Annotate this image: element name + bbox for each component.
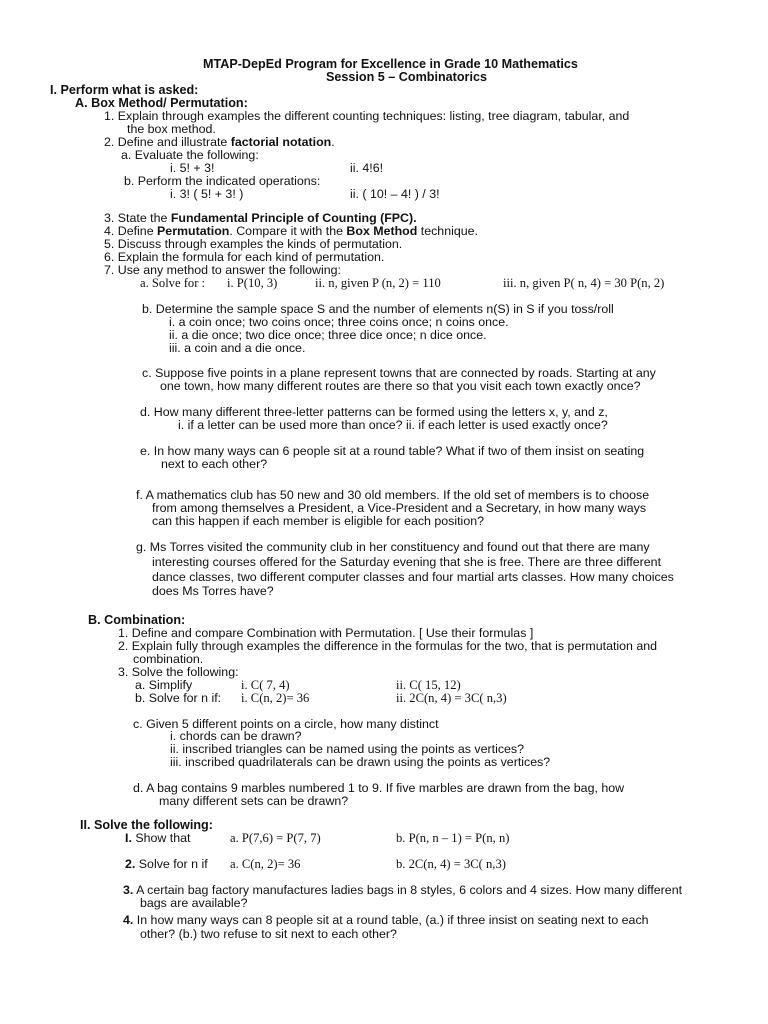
p2-q4-line2: other? (b.) two refuse to sit next to each other? [140,927,397,941]
a-q7b-iii: iii. a coin and a die once. [169,341,306,355]
a-q6: 6. Explain the formula for each kind of permutation. [104,250,385,264]
part1-heading: I. Perform what is asked: [50,83,199,97]
a-q7: 7. Use any method to answer the following: [104,263,341,277]
a-q7g-line4: does Ms Torres have? [152,584,274,598]
b-q3c-i: i. chords can be drawn? [170,729,302,743]
b-q3d-line1: d. A bag contains 9 marbles numbered 1 to 9. If five marbles are drawn from the bag, how [133,781,625,795]
a-q4: 4. Define Permutation. Compare it with the Box Method technique. [104,224,478,238]
p2-q2-a: a. C(n, 2)= 36 [230,857,301,871]
a-q7g-line3: dance classes, two different computer classes and four martial arts classes. How many choices [152,570,674,584]
a-q1-line2: the box method. [127,122,216,136]
a-q7e-line2: next to each other? [161,457,268,471]
p2-q2: 2. Solve for n if [125,857,208,871]
a-q7f-line3: can this happen if each member is eligible for each position? [152,514,484,528]
b-q3a-label: a. Simplify [135,678,193,692]
a-q2a-i: i. 5! + 3! [170,161,215,175]
a-q7e-line1: e. In how many ways can 6 people sit at a round table? What if two of them insist on seating [140,444,645,458]
a-q2b-i: i. 3! ( 5! + 3! ) [170,187,244,201]
p2-q2-b: b. 2C(n, 4) = 3C( n,3) [396,857,506,871]
b-q3c: c. Given 5 different points on a circle, how many distinct [133,717,439,731]
session-title: Session 5 – Combinatorics [326,70,487,84]
a-q7b-i: i. a coin once; two coins once; three coins once; n coins once. [169,315,509,329]
b-q3b-label: b. Solve for n if: [135,691,222,705]
a-q2: 2. Define and illustrate factorial notation. [104,135,335,149]
b-q3a-ii: ii. C( 15, 12) [396,678,461,692]
a-q1-line1: 1. Explain through examples the different counting techniques: listing, tree diagram, tabular, and [104,109,630,123]
a-q2a-ii: ii. 4!6! [350,161,384,175]
b-q3c-ii: ii. inscribed triangles can be named using the points as vertices? [170,742,525,756]
section-b-heading: B. Combination: [88,613,186,627]
a-q7d-line1: d. How many different three-letter patterns can be formed using the letters x, y, and z, [140,405,608,419]
section-a-heading: A. Box Method/ Permutation: [75,96,248,110]
part2-heading: II. Solve the following: [80,818,213,832]
a-q7f-line2: from among themselves a President, a Vice-President and a Secretary, in how many ways [152,501,647,515]
b-q3c-iii: iii. inscribed quadrilaterals can be drawn using the points as vertices? [170,755,551,769]
b-q2-line2: combination. [133,652,204,666]
a-q7c-line2: one town, how many different routes are there so that you visit each town exactly once? [160,379,641,393]
a-q7d-line2: i. if a letter can be used more than once? ii. if each letter is used exactly once? [178,418,608,432]
worksheet-title: MTAP-DepEd Program for Excellence in Grade 10 Mathematics [203,57,578,71]
a-q5: 5. Discuss through examples the kinds of permutation. [104,237,403,251]
p2-q1: I. Show that [125,831,191,845]
a-q7a-ii: ii. n, given P (n, 2) = 110 [315,276,441,290]
a-q2b: b. Perform the indicated operations: [124,174,321,188]
b-q3a-i: i. C( 7, 4) [241,678,290,692]
b-q2-line1: 2. Explain fully through examples the difference in the formulas for the two, that is permutation and [118,639,658,653]
b-q3: 3. Solve the following: [118,665,239,679]
a-q7b-ii: ii. a die once; two dice once; three dice once; n dice once. [169,328,487,342]
a-q7a-label: a. Solve for : [140,276,206,290]
a-q2a: a. Evaluate the following: [121,148,259,162]
a-q7g-line1: g. Ms Torres visited the community club in her constituency and found out that there are many [136,540,650,554]
a-q7a-iii: iii. n, given P( n, 4) = 30 P(n, 2) [503,276,665,290]
a-q7f-line1: f. A mathematics club has 50 new and 30 old members. If the old set of members is to choose [136,488,650,502]
b-q3b-i: i. C(n, 2)= 36 [241,691,310,705]
b-q3d-line2: many different sets can be drawn? [159,794,349,808]
p2-q3-line2: bags are available? [140,896,248,910]
a-q7a-i: i. P(10, 3) [227,276,278,290]
p2-q1-b: b. P(n, n – 1) = P(n, n) [396,831,510,845]
a-q7c-line1: c. Suppose five points in a plane represent towns that are connected by roads. Starting at any [142,366,656,380]
p2-q4-line1: 4. In how many ways can 8 people sit at a round table, (a.) if three insist on seating next to each [123,913,649,927]
p2-q3-line1: 3. A certain bag factory manufactures ladies bags in 8 styles, 6 colors and 4 sizes. How many different [123,883,683,897]
a-q7b: b. Determine the sample space S and the number of elements n(S) in S if you toss/roll [142,302,614,316]
a-q3: 3. State the Fundamental Principle of Counting (FPC). [104,211,417,225]
b-q3b-ii: ii. 2C(n, 4) = 3C( n,3) [396,691,507,705]
p2-q1-a: a. P(7,6) = P(7, 7) [230,831,321,845]
a-q2b-ii: ii. ( 10! – 4! ) / 3! [350,187,440,201]
b-q1: 1. Define and compare Combination with Permutation. [ Use their formulas ] [118,626,534,640]
a-q7g-line2: interesting courses offered for the Saturday evening that she is free. There are three different [152,555,662,569]
